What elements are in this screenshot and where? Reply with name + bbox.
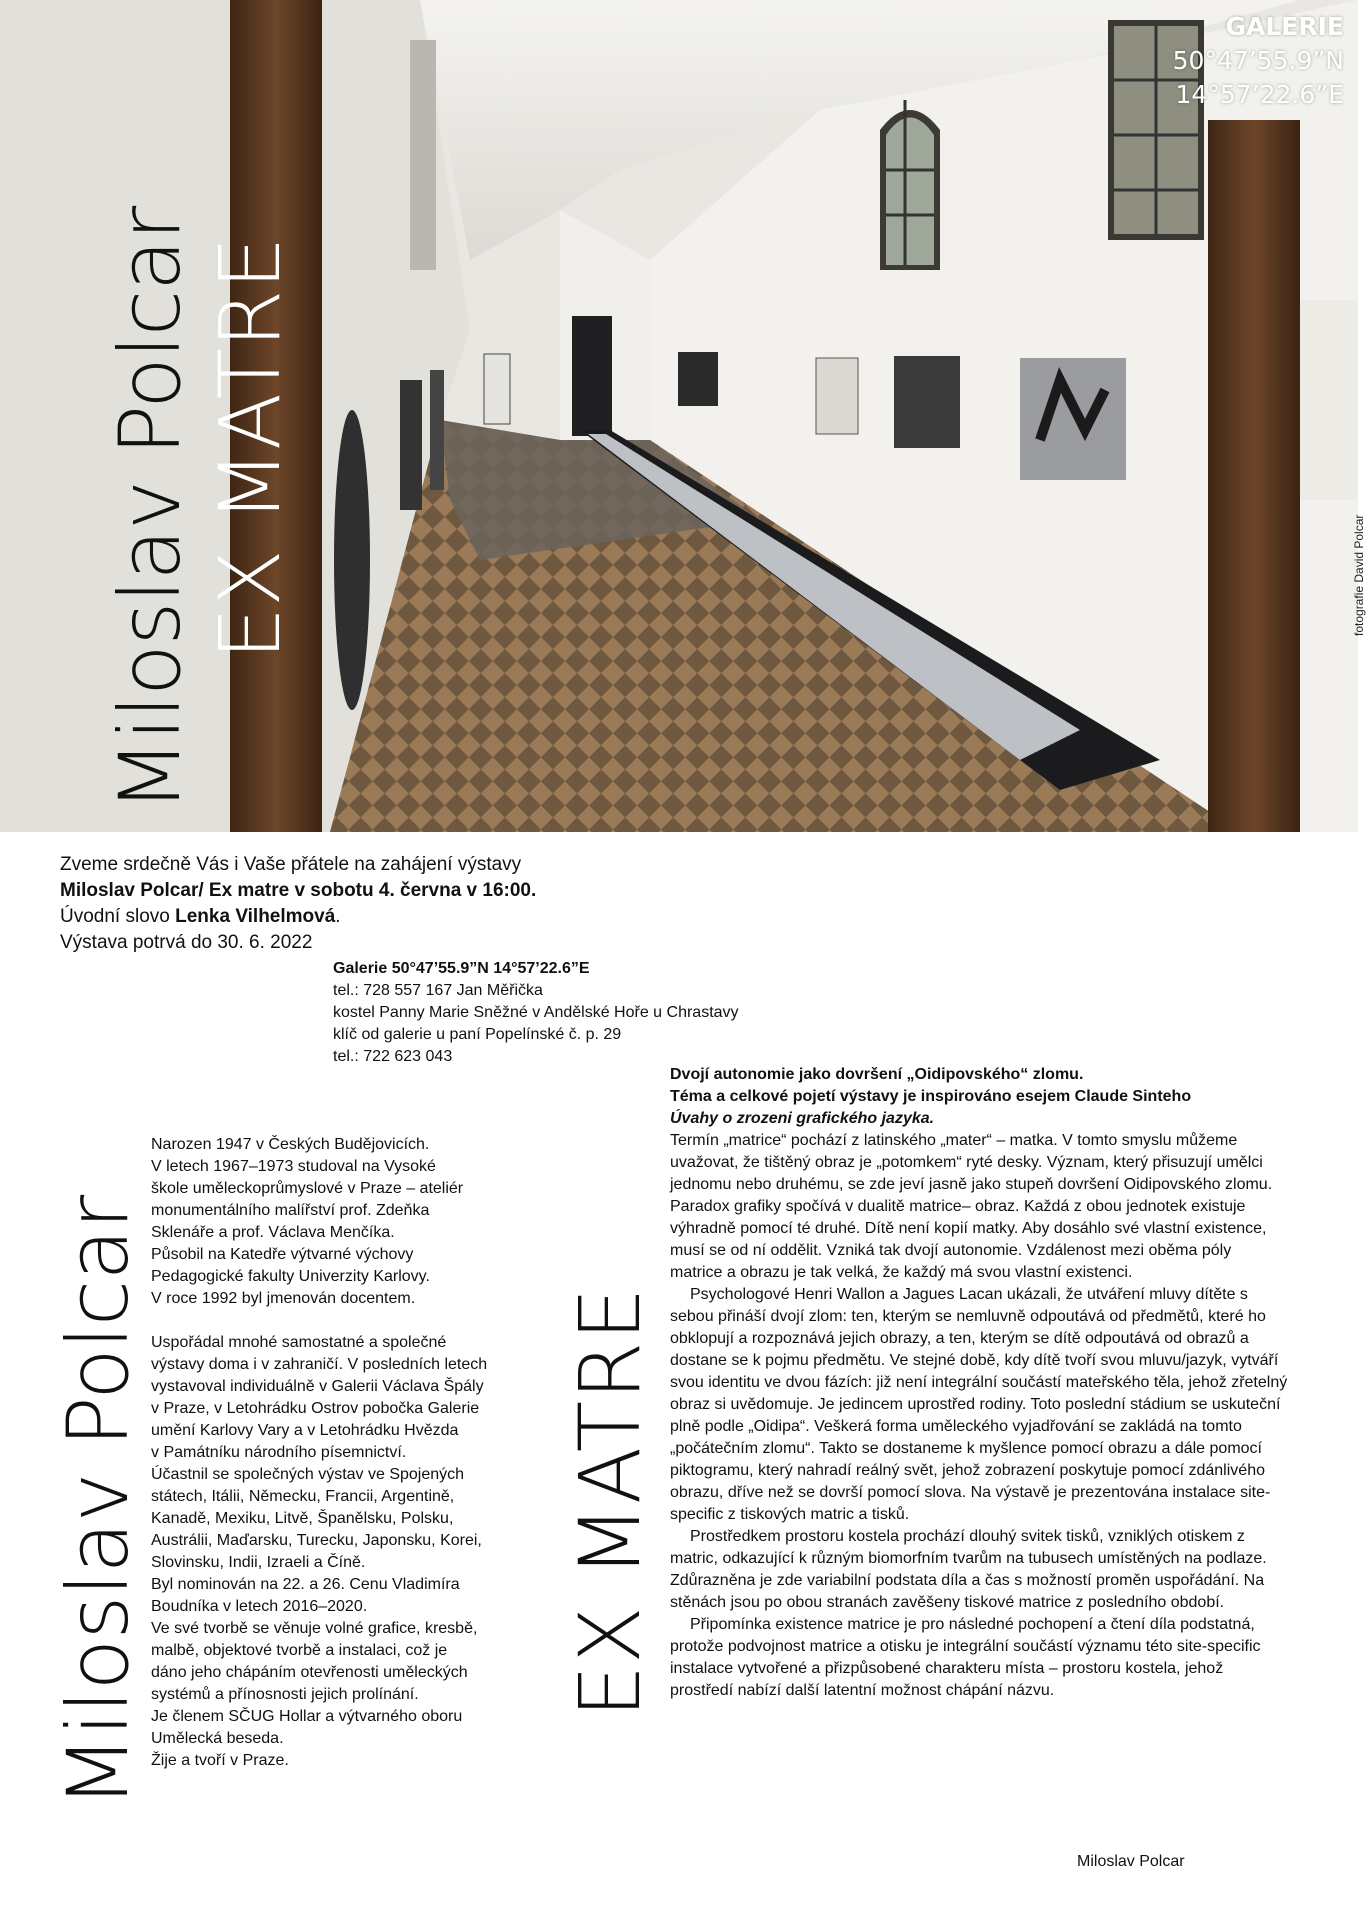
- bio-line: Působil na Katedře výtvarné výchovy: [151, 1246, 414, 1263]
- contact-tel-2: tel.: 722 623 043: [333, 1048, 453, 1065]
- bio-line: Boudníka v letech 2016–2020.: [151, 1598, 368, 1615]
- bio-line: Sklenáře a prof. Václava Menčíka.: [151, 1224, 395, 1241]
- bio-line: výstavy doma i v zahraničí. V posledních letech: [151, 1356, 488, 1373]
- invite-line-2: Miloslav Polcar/ Ex matre v sobotu 4. června v 16:00.: [60, 880, 537, 901]
- essay-paragraph-1: Termín „matrice“ pochází z latinského „mater“ – matka. V tomto smyslu můžeme uvažovat, že tištěný obraz je „potomkem“ ryté desky. Význam, který přisuzují umělci jednomu nebo druhému, se zde jeví jasně jako stupeň dovršení Oidipovského zlomu. Paradox grafiky spočívá v dualitě matrice– obraz. Každá z obou jednotek existuje výhradně pomocí té druhé. Dítě není kopií matky. Aby dosáhlo své vlastní existence, musí se od ní oddělit. Vzniká tak dvojí autonomie. Vzdálenost mezi oběma póly matrice a obrazu je tak velká, že každý má svou vlastní existenci.: [670, 1132, 1273, 1281]
- bio-line: malbě, objektové tvorbě a instalaci, což je: [151, 1642, 448, 1659]
- invite-speaker-suffix: .: [335, 906, 341, 927]
- invite-speaker-name: Lenka Vilhelmová: [175, 906, 336, 927]
- bio-line: vystavoval individuálně v Galerii Václava Špály: [151, 1378, 484, 1395]
- exhibition-photo: [0, 0, 1366, 832]
- gallery-label: GALERIE: [1225, 12, 1344, 41]
- hero-exhibition-title: EX MATRE: [201, 236, 299, 660]
- essay-heading-3: Úvahy o zrozeni grafického jazyka.: [670, 1110, 935, 1127]
- bio-text: [151, 1134, 521, 1772]
- contact-tel-1: tel.: 728 557 167 Jan Měřička: [333, 982, 543, 999]
- invite-line-4: Výstava potrvá do 30. 6. 2022: [60, 932, 313, 953]
- bio-line: v Praze, v Letohrádku Ostrov pobočka Galerie: [151, 1400, 480, 1417]
- essay-paragraph-3: Prostředkem prostoru kostela prochází dlouhý svitek tisků, vzniklých otiskem z matric, odkazující k různým biomorfním tvarům na tubusech umístěných na podlaze. Zdůrazněna je zde variabilní podstata díla a čas s možností proměn uspořádání. Na stěnách jsou po obou stranách zavěšeny tiskové matrice z posledního období.: [670, 1528, 1267, 1611]
- contact-gallery: Galerie 50°47’55.9”N 14°57’22.6”E: [333, 960, 590, 977]
- bio-line: V roce 1992 byl jmenován docentem.: [151, 1290, 416, 1307]
- invite-line-3: [60, 904, 536, 930]
- bio-line: Pedagogické fakulty Univerzity Karlovy.: [151, 1268, 430, 1285]
- bio-line: Ve své tvorbě se věnuje volné grafice, kresbě,: [151, 1620, 478, 1637]
- bio-line: umění Karlovy Vary a v Letohrádku Hvězda: [151, 1422, 459, 1439]
- gallery-coordinates-badge: [1173, 10, 1344, 112]
- bio-line: Narozen 1947 v Českých Budějovicích.: [151, 1136, 430, 1153]
- invite-speaker-prefix: Úvodní slovo: [60, 906, 176, 927]
- essay-paragraph-2: Psychologové Henri Wallon a Jagues Lacan ukázali, že utváření mluvy dítěte s sebou přináší dvojí zlom: ten, kterým se nemluvně odpoutává od předmětů, které ho obklopují a rozpoznává jejich obrazy, a ten, kterým se dítě odpoutává od obrazů a dostane se k pojmu předmětu. Ve stejné době, kdy dítě tvoří svou mluvu/jazyk, vytváří svou identitu ve dvou fázích: již není integrální součástí mateřského těla, jehož zřetelný obraz si uvědomuje. Je jedincem uprostřed rodiny. Toto poslední stádium se uskuteční plně podle „Oidipa“. Veškerá forma uměleckého vyjadřování se zakládá na tomto „počátečním zlomu“. Takto se dostaneme k myšlence pomocí obrazu a dále pomocí piktogramu, který nahradí reálný svět, jehož zobrazení poskytuje pomocí zdánlivého obrazu, dříve než se dovrší pomocí slova. Na výstavě je prezentována instalace site-specific z tiskových matric a tisků.: [670, 1286, 1288, 1523]
- bio-line: Účastnil se společných výstav ve Spojených: [151, 1466, 465, 1483]
- bio-line: Je členem SČUG Hollar a výtvarného oboru: [151, 1708, 463, 1725]
- contact-church: kostel Panny Marie Sněžné v Andělské Hoře u Chrastavy: [333, 1004, 739, 1021]
- bio-line: Slovinsku, Indii, Izraeli a Číně.: [151, 1554, 366, 1571]
- bio-line: v Památníku národního písemnictví.: [151, 1444, 407, 1461]
- essay-paragraph-4: Připomínka existence matrice je pro následné pochopení a čtení díla podstatná, protože podvojnost matrice a otisku je integrální součástí významu této site-specific instalace vytvořené a přizpůsobené charakteru místa – prostoru kostela, jehož prostředí nabízí další latentní možnost chápání názvu.: [670, 1616, 1261, 1699]
- bio-line: systémů a přínosnosti jejich prolínání.: [151, 1686, 419, 1703]
- essay-heading-2: Téma a celkové pojetí výstavy je inspirováno esejem Claude Sinteho: [670, 1088, 1192, 1105]
- bio-line: monumentálního malířství prof. Zdeňka: [151, 1202, 430, 1219]
- bio-line: škole uměleckoprůmyslové v Praze – ateliér: [151, 1180, 464, 1197]
- bio-line: Kanadě, Mexiku, Litvě, Španělsku, Polsku,: [151, 1510, 454, 1527]
- bio-spacer: [151, 1310, 521, 1332]
- essay-signature: Miloslav Polcar: [1077, 1853, 1185, 1870]
- bio-line: Byl nominován na 22. a 26. Cenu Vladimíra: [151, 1576, 460, 1593]
- contact-key: klíč od galerie u paní Popelínské č. p. 29: [333, 1026, 622, 1043]
- bio-line: Uspořádal mnohé samostatné a společné: [151, 1334, 447, 1351]
- essay-text: [670, 1064, 1288, 1702]
- gallery-longitude: 14°57’22.6”E: [1175, 80, 1344, 109]
- gallery-latitude: 50°47’55.9”N: [1172, 46, 1344, 75]
- bio-line: Žije a tvoří v Praze.: [151, 1752, 289, 1769]
- essay-title: EX MATRE: [561, 1286, 659, 1718]
- invitation-block: [60, 852, 536, 956]
- bio-line: státech, Itálii, Německu, Francii, Argentině,: [151, 1488, 455, 1505]
- bio-line: V letech 1967–1973 studoval na Vysoké: [151, 1158, 436, 1175]
- hero-artist-name: Miloslav Polcar: [101, 206, 199, 812]
- photo-credit: fotografie David Polcar: [1352, 514, 1366, 636]
- bio-line: dáno jeho chápáním otevřenosti uměleckých: [151, 1664, 468, 1681]
- bio-line: Austrálii, Maďarsku, Turecku, Japonsku, Korei,: [151, 1532, 482, 1549]
- invite-line-1: Zveme srdečně Vás i Vaše přátele na zahájení výstavy: [60, 854, 522, 875]
- bio-line: Umělecká beseda.: [151, 1730, 284, 1747]
- essay-heading-1: Dvojí autonomie jako dovršení „Oidipovského“ zlomu.: [670, 1066, 1084, 1083]
- contact-block: [333, 958, 739, 1068]
- bio-title: Miloslav Polcar: [49, 1195, 147, 1808]
